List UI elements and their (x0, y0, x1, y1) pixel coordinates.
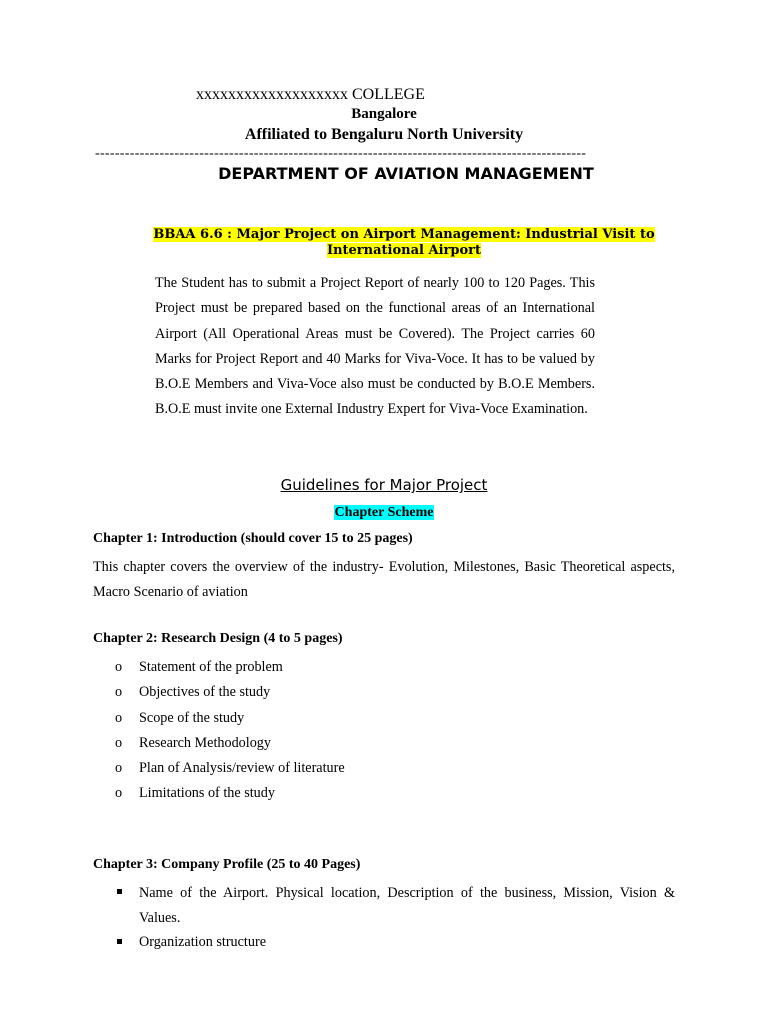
affiliation-line: Affiliated to Bengaluru North University (244, 126, 524, 143)
department-title: DEPARTMENT OF AVIATION MANAGEMENT (218, 164, 594, 183)
list-item-text: Organization structure (139, 934, 266, 950)
course-title-line2: International Airport (327, 243, 481, 258)
square-bullet-icon (115, 881, 131, 903)
chapter2-heading: Chapter 2: Research Design (4 to 5 pages) (93, 631, 343, 646)
list-item (115, 931, 675, 956)
circle-bullet-icon: o (115, 760, 123, 777)
college-name: xxxxxxxxxxxxxxxxxxx COLLEGE (196, 86, 425, 103)
square-bullet-icon (115, 931, 131, 953)
list-item-text: Name of the Airport. Physical location, Description of the business, Mission, Vision & Values. (139, 885, 675, 926)
list-item-text: Research Methodology (139, 734, 271, 751)
list-item-text: Statement of the problem (139, 659, 283, 675)
chapter1-heading: Chapter 1: Introduction (should cover 15 to 25 pages) (93, 531, 413, 546)
list-item-text: Scope of the study (139, 709, 245, 726)
list-item (115, 881, 675, 931)
circle-bullet-icon: o (115, 785, 123, 802)
guidelines-heading: Guidelines for Major Project (280, 476, 488, 494)
intro-paragraph: The Student has to submit a Project Report of nearly 100 to 120 Pages. This Project must be prepared based on the functional areas of an International Airport (All Operational Areas must be Covered). The Project carries 60 Marks for Project Report and 40 Marks for Viva-Voce. It has to be valued by B.O.E Members and Viva-Voce also must be conducted by B.O.E Members. B.O.E must invite one External Industry Expert for Viva-Voce Examination. (155, 275, 595, 418)
circle-bullet-icon: o (115, 734, 123, 751)
course-title-line1: BBAA 6.6 : Major Project on Airport Management: Industrial Visit to (153, 227, 655, 242)
circle-bullet-icon: o (115, 659, 123, 675)
list-item-text: Plan of Analysis/review of literature (139, 760, 345, 777)
circle-bullet-icon: o (115, 684, 123, 701)
chapter3-list (115, 881, 675, 956)
circle-bullet-icon: o (115, 709, 123, 726)
chapter-scheme-text: Chapter Scheme (334, 505, 434, 520)
list-item-text: Limitations of the study (139, 785, 275, 802)
college-city (0, 106, 768, 123)
divider-rule: --------------------------------------------------------------------------------------------------- (95, 146, 587, 161)
chapter1-text: This chapter covers the overview of the industry- Evolution, Milestones, Basic Theoretical aspects, Macro Scenario of aviation (93, 559, 675, 600)
chapter3-heading: Chapter 3: Company Profile (25 to 40 Pages) (93, 857, 361, 872)
chapter-scheme-label (0, 505, 768, 521)
list-item-text: Objectives of the study (139, 684, 271, 701)
course-title (150, 227, 658, 259)
college-city-text: Bangalore (351, 106, 417, 122)
